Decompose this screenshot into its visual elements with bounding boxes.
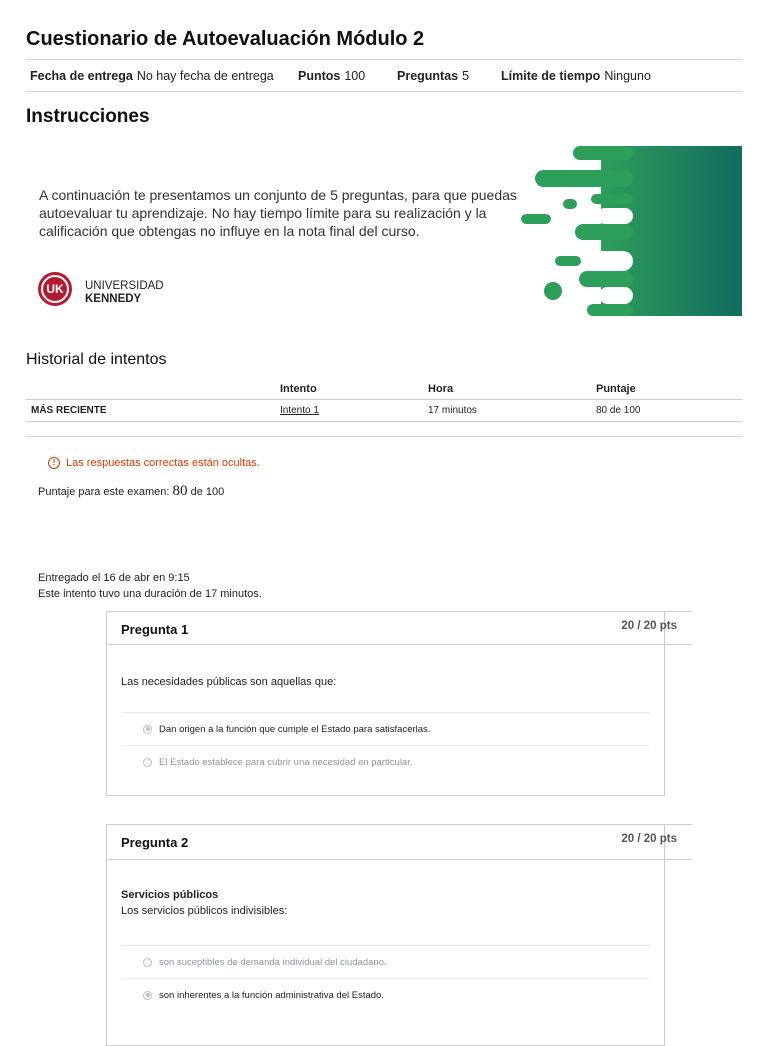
question-header — [107, 612, 677, 645]
questions-count — [397, 69, 469, 83]
answer-option[interactable] — [121, 746, 650, 778]
attempt-history-title: Historial de intentos — [26, 351, 167, 368]
instructions-text: A continuación te presentamos un conjunto de 5 preguntas, para que puedas autoevaluar tu aprendizaje. No hay tiempo límite para su realización y la calificación que obtengas no influye en la nota final del curso. — [39, 187, 517, 239]
logo-line-2: KENNEDY — [85, 293, 142, 305]
score-prefix: Puntaje para este examen: — [38, 486, 170, 498]
points-label: Puntos — [298, 68, 341, 83]
answer-text: son inherentes a la función administrativa del Estado. — [159, 989, 384, 1001]
question-title: Pregunta 1 — [121, 622, 189, 637]
attempt-link[interactable]: Intento 1 — [280, 405, 319, 416]
quiz-details-bar — [26, 59, 742, 92]
page-title: Cuestionario de Autoevaluación Módulo 2 — [26, 28, 425, 50]
question-text: Las necesidades públicas son aquellas que: — [121, 676, 337, 688]
logo-mark: UK — [43, 277, 67, 301]
row-time: 17 minutos — [428, 400, 596, 422]
question-card-2 — [106, 824, 677, 1046]
column-header-label — [26, 378, 280, 400]
question-title: Pregunta 2 — [121, 835, 189, 850]
answer-text: El Estado establece para cubrir una necesidad en particular. — [159, 756, 413, 768]
row-label: MÁS RECIENTE — [26, 400, 280, 422]
answer-option[interactable] — [121, 979, 650, 1011]
instructions-title: Instrucciones — [26, 106, 150, 127]
radio-unselected-icon — [143, 758, 152, 767]
warning-text: Las respuestas correctas están ocultas. — [66, 457, 260, 469]
answer-list — [121, 945, 650, 1011]
question-header — [107, 825, 677, 860]
answer-option[interactable] — [121, 713, 650, 746]
question-points: 20 / 20 pts — [621, 833, 677, 845]
row-attempt-cell — [280, 400, 428, 422]
section-divider — [26, 436, 742, 437]
answers-hidden-warning — [48, 457, 260, 469]
attempt-history-table — [26, 378, 742, 422]
time-limit — [501, 69, 651, 83]
due-date-value: No hay fecha de entrega — [136, 68, 274, 83]
decorative-stripes-graphic — [521, 146, 742, 316]
points — [298, 69, 365, 83]
table-row — [26, 400, 742, 422]
points-value: 100 — [344, 68, 366, 83]
radio-unselected-icon — [143, 958, 152, 967]
answer-list — [121, 712, 650, 778]
time-limit-label: Límite de tiempo — [501, 68, 601, 83]
instructions-banner — [26, 146, 742, 316]
score-value: 80 — [172, 483, 188, 499]
due-date-label: Fecha de entrega — [30, 68, 133, 83]
column-header-time: Hora — [428, 378, 596, 400]
question-text: Los servicios públicos indivisibles: — [121, 905, 288, 917]
questions-value: 5 — [462, 68, 470, 83]
answer-option[interactable] — [121, 946, 650, 979]
time-limit-value: Ninguno — [604, 68, 651, 83]
attempt-duration: Este intento tuvo una duración de 17 minutos. — [38, 588, 262, 600]
column-header-attempt: Intento — [280, 378, 428, 400]
exam-score — [38, 483, 224, 500]
due-date — [30, 69, 274, 83]
score-suffix: de 100 — [190, 486, 225, 498]
exclamation-circle-icon: ! — [48, 457, 60, 469]
university-logo-text — [85, 280, 164, 306]
logo-line-1: UNIVERSIDAD — [85, 280, 164, 292]
table-header-row — [26, 378, 742, 400]
row-score: 80 de 100 — [596, 400, 742, 422]
question-heading: Servicios públicos — [121, 889, 219, 901]
submitted-date: Entregado el 16 de abr en 9:15 — [38, 572, 190, 584]
radio-selected-icon — [143, 991, 152, 1000]
column-header-score: Puntaje — [596, 378, 742, 400]
submission-info — [38, 570, 262, 602]
university-logo-icon — [38, 272, 72, 306]
answer-text: son suceptibles de demanda individual del ciudadano. — [159, 956, 387, 968]
radio-selected-icon — [143, 725, 152, 734]
question-points: 20 / 20 pts — [621, 620, 677, 632]
answer-text: Dan origen a la función que cumple el Estado para satisfacerlas. — [159, 723, 431, 735]
question-card-1 — [106, 611, 677, 796]
questions-label: Preguntas — [397, 68, 459, 83]
question-body — [107, 860, 664, 1011]
question-body — [107, 645, 664, 778]
